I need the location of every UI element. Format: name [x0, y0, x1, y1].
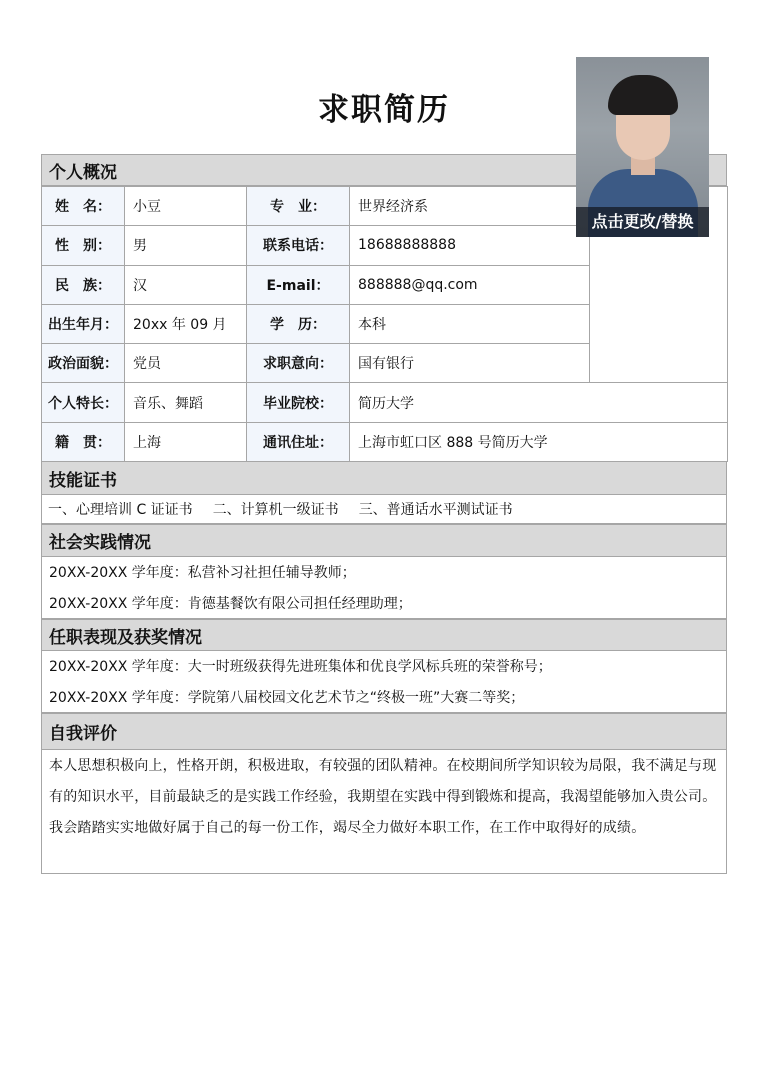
table-row — [42, 422, 728, 461]
section-practice-header — [41, 524, 727, 557]
phone-value[interactable]: 18688888888 — [350, 226, 590, 265]
birth-value[interactable]: 20xx 年 09 月 — [125, 304, 247, 343]
name-label: 姓 名： — [42, 187, 125, 226]
practice-block — [41, 557, 727, 619]
list-item[interactable]: 20XX-20XX 学年度：肯德基餐饮有限公司担任经理助理； — [49, 596, 412, 612]
self-eval-text[interactable]: 本人思想积极向上，性格开朗，积极进取，有较强的团队精神。在校期间所学知识较为局限，我不满足与现有的知识水平，目前最缺乏的是实践工作经验，我期望在实践中得到锻炼和提高，我渴望能够加入贵公司。我会踏踏实实地做好属于自己的每一份工作，竭尽全力做好本职工作，在工作中取得好的成绩。 — [49, 758, 717, 836]
self-eval-block — [41, 750, 727, 874]
education-label: 学 历： — [247, 304, 350, 343]
section-certs-header — [41, 461, 727, 495]
cert-item[interactable]: 二、计算机一级证书 — [212, 502, 339, 518]
table-row — [42, 383, 728, 422]
name-value[interactable]: 小豆 — [125, 187, 247, 226]
school-label: 毕业院校： — [247, 383, 350, 422]
job-intent-value[interactable]: 国有银行 — [350, 344, 590, 383]
education-value[interactable]: 本科 — [350, 304, 590, 343]
section-self-eval-header — [41, 713, 727, 750]
avatar-hair — [608, 75, 678, 115]
political-label: 政治面貌： — [42, 344, 125, 383]
major-value[interactable]: 世界经济系 — [350, 187, 590, 226]
ethnicity-label: 民 族： — [42, 265, 125, 304]
major-label: 专 业： — [247, 187, 350, 226]
hometown-label: 籍 贯： — [42, 422, 125, 461]
job-intent-label: 求职意向： — [247, 344, 350, 383]
section-personal-title: 个人概况 — [49, 162, 117, 183]
certs-row — [41, 495, 727, 524]
phone-label: 联系电话： — [247, 226, 350, 265]
list-item[interactable]: 20XX-20XX 学年度：大一时班级获得先进班集体和优良学风标兵班的荣誉称号； — [49, 659, 552, 675]
gender-label: 性 别： — [42, 226, 125, 265]
address-label: 通讯住址： — [247, 422, 350, 461]
political-value[interactable]: 党员 — [125, 344, 247, 383]
page-title: 求职简历 — [318, 92, 450, 128]
list-item[interactable]: 20XX-20XX 学年度：学院第八届校园文化艺术节之“终极一班”大赛二等奖； — [49, 690, 525, 706]
list-item[interactable]: 20XX-20XX 学年度：私营补习社担任辅导教师； — [49, 565, 356, 581]
email-label: E-mail： — [247, 265, 350, 304]
birth-label: 出生年月： — [42, 304, 125, 343]
specialty-value[interactable]: 音乐、舞蹈 — [125, 383, 247, 422]
school-value[interactable]: 简历大学 — [350, 383, 728, 422]
section-awards-title: 任职表现及获奖情况 — [49, 627, 202, 648]
cert-item[interactable]: 三、普通话水平测试证书 — [358, 502, 513, 518]
hometown-value[interactable]: 上海 — [125, 422, 247, 461]
section-practice-title: 社会实践情况 — [49, 533, 151, 553]
change-photo-button[interactable]: 点击更改/替换 — [576, 207, 709, 237]
specialty-label: 个人特长： — [42, 383, 125, 422]
section-awards-header — [41, 619, 727, 651]
section-self-eval-title: 自我评价 — [49, 724, 117, 744]
email-value[interactable]: 888888@qq.com — [350, 265, 590, 304]
profile-photo[interactable] — [576, 57, 709, 237]
awards-block — [41, 651, 727, 713]
address-value[interactable]: 上海市虹口区 888 号简历大学 — [350, 422, 728, 461]
gender-value[interactable]: 男 — [125, 226, 247, 265]
ethnicity-value[interactable]: 汉 — [125, 265, 247, 304]
section-certs-title: 技能证书 — [49, 470, 117, 491]
cert-item[interactable]: 一、心理培训 C 证证书 — [48, 502, 193, 518]
